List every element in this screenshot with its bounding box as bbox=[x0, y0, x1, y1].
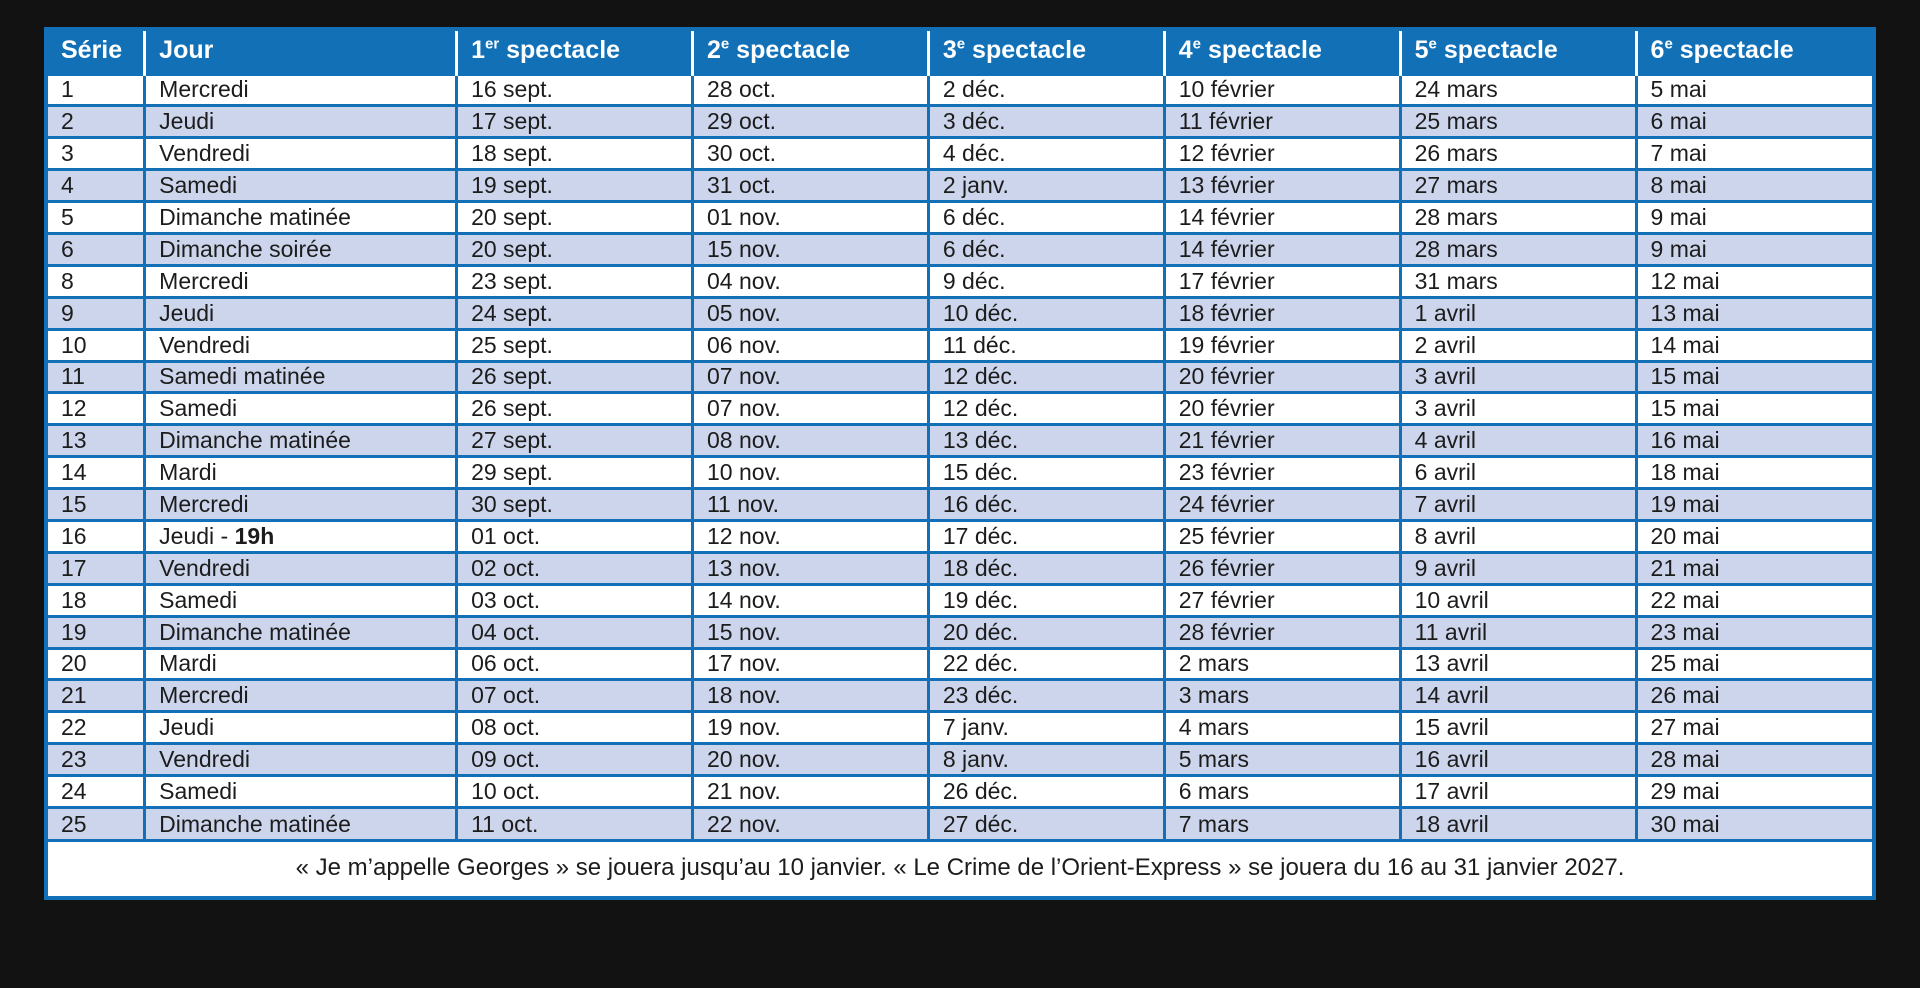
cell-spectacle-4: 23 février bbox=[1164, 457, 1400, 489]
cell-spectacle-5: 24 mars bbox=[1400, 74, 1636, 106]
cell-spectacle-6: 15 mai bbox=[1636, 361, 1872, 393]
cell-spectacle-6: 6 mai bbox=[1636, 106, 1872, 138]
table-row bbox=[48, 297, 1872, 329]
cell-serie: 25 bbox=[48, 807, 145, 839]
cell-spectacle-3: 10 déc. bbox=[928, 297, 1164, 329]
cell-jour bbox=[145, 74, 457, 106]
column-header-6 bbox=[1164, 31, 1400, 74]
cell-serie: 12 bbox=[48, 393, 145, 425]
cell-jour bbox=[145, 712, 457, 744]
column-header-1 bbox=[48, 31, 145, 74]
cell-spectacle-2: 04 nov. bbox=[692, 265, 928, 297]
column-header-superscript: er bbox=[484, 35, 500, 53]
cell-jour-text: Vendredi bbox=[159, 554, 250, 581]
cell-spectacle-6: 22 mai bbox=[1636, 584, 1872, 616]
cell-spectacle-2: 31 oct. bbox=[692, 170, 928, 202]
column-header-superscript: e bbox=[1428, 35, 1437, 53]
cell-spectacle-6: 8 mai bbox=[1636, 170, 1872, 202]
cell-spectacle-1: 02 oct. bbox=[457, 552, 693, 584]
cell-serie: 8 bbox=[48, 265, 145, 297]
table-row bbox=[48, 776, 1872, 808]
cell-spectacle-3: 8 janv. bbox=[928, 744, 1164, 776]
cell-spectacle-2: 06 nov. bbox=[692, 329, 928, 361]
cell-spectacle-5: 28 mars bbox=[1400, 202, 1636, 234]
cell-spectacle-6: 26 mai bbox=[1636, 680, 1872, 712]
cell-spectacle-2: 18 nov. bbox=[692, 680, 928, 712]
cell-spectacle-1: 06 oct. bbox=[457, 648, 693, 680]
cell-spectacle-4: 20 février bbox=[1164, 361, 1400, 393]
column-header-3 bbox=[457, 31, 693, 74]
cell-spectacle-1: 27 sept. bbox=[457, 425, 693, 457]
footer-note: « Je m’appelle Georges » se jouera jusqu’au 10 janvier. « Le Crime de l’Orient-Express » se jouera du 16 au 31 janvier 2027. bbox=[48, 839, 1872, 896]
cell-serie: 11 bbox=[48, 361, 145, 393]
cell-spectacle-2: 10 nov. bbox=[692, 457, 928, 489]
column-header-2 bbox=[145, 31, 457, 74]
column-header-label: spectacle bbox=[499, 36, 621, 65]
cell-jour-text: Samedi bbox=[159, 778, 238, 805]
cell-spectacle-1: 24 sept. bbox=[457, 297, 693, 329]
cell-spectacle-2: 11 nov. bbox=[692, 489, 928, 521]
cell-spectacle-3: 19 déc. bbox=[928, 584, 1164, 616]
cell-jour-text: Dimanche matinée bbox=[159, 810, 351, 837]
cell-spectacle-2: 17 nov. bbox=[692, 648, 928, 680]
cell-spectacle-2: 12 nov. bbox=[692, 520, 928, 552]
cell-jour-text: Jeudi bbox=[159, 108, 215, 135]
table-row bbox=[48, 584, 1872, 616]
cell-jour bbox=[145, 776, 457, 808]
cell-spectacle-6: 28 mai bbox=[1636, 744, 1872, 776]
cell-spectacle-1: 07 oct. bbox=[457, 680, 693, 712]
column-header-superscript: e bbox=[1192, 35, 1201, 53]
cell-spectacle-1: 18 sept. bbox=[457, 138, 693, 170]
cell-jour-text: Jeudi - bbox=[159, 522, 235, 549]
cell-serie: 5 bbox=[48, 202, 145, 234]
cell-spectacle-4: 27 février bbox=[1164, 584, 1400, 616]
cell-spectacle-4: 4 mars bbox=[1164, 712, 1400, 744]
cell-jour-text: Mercredi bbox=[159, 682, 249, 709]
cell-spectacle-4: 14 février bbox=[1164, 202, 1400, 234]
cell-jour bbox=[145, 329, 457, 361]
cell-spectacle-4: 2 mars bbox=[1164, 648, 1400, 680]
cell-spectacle-6: 30 mai bbox=[1636, 807, 1872, 839]
cell-spectacle-3: 9 déc. bbox=[928, 265, 1164, 297]
table-row bbox=[48, 393, 1872, 425]
cell-spectacle-5: 8 avril bbox=[1400, 520, 1636, 552]
column-header-number: 6 bbox=[1650, 36, 1665, 65]
cell-spectacle-4: 28 février bbox=[1164, 616, 1400, 648]
cell-spectacle-2: 21 nov. bbox=[692, 776, 928, 808]
cell-serie: 2 bbox=[48, 106, 145, 138]
cell-spectacle-4: 6 mars bbox=[1164, 776, 1400, 808]
table-row bbox=[48, 520, 1872, 552]
cell-spectacle-6: 16 mai bbox=[1636, 425, 1872, 457]
cell-spectacle-4: 25 février bbox=[1164, 520, 1400, 552]
cell-spectacle-3: 17 déc. bbox=[928, 520, 1164, 552]
table-row bbox=[48, 712, 1872, 744]
cell-jour-text: Samedi bbox=[159, 395, 238, 422]
cell-spectacle-1: 01 oct. bbox=[457, 520, 693, 552]
cell-spectacle-5: 2 avril bbox=[1400, 329, 1636, 361]
cell-spectacle-1: 23 sept. bbox=[457, 265, 693, 297]
table-row bbox=[48, 648, 1872, 680]
column-header-superscript: e bbox=[956, 35, 966, 53]
cell-serie: 14 bbox=[48, 457, 145, 489]
cell-serie: 15 bbox=[48, 489, 145, 521]
cell-spectacle-6: 29 mai bbox=[1636, 776, 1872, 808]
cell-jour bbox=[145, 680, 457, 712]
cell-spectacle-3: 12 déc. bbox=[928, 393, 1164, 425]
cell-jour-text: Vendredi bbox=[159, 746, 250, 773]
cell-spectacle-2: 07 nov. bbox=[692, 393, 928, 425]
table-row bbox=[48, 807, 1872, 839]
table-row bbox=[48, 329, 1872, 361]
table-row bbox=[48, 170, 1872, 202]
cell-spectacle-1: 29 sept. bbox=[457, 457, 693, 489]
cell-spectacle-4: 10 février bbox=[1164, 74, 1400, 106]
cell-jour bbox=[145, 584, 457, 616]
cell-spectacle-3: 18 déc. bbox=[928, 552, 1164, 584]
cell-spectacle-1: 20 sept. bbox=[457, 233, 693, 265]
column-header-8 bbox=[1636, 31, 1872, 74]
column-header-5 bbox=[928, 31, 1164, 74]
cell-serie: 20 bbox=[48, 648, 145, 680]
table-row bbox=[48, 744, 1872, 776]
cell-spectacle-3: 20 déc. bbox=[928, 616, 1164, 648]
cell-spectacle-2: 19 nov. bbox=[692, 712, 928, 744]
cell-spectacle-1: 19 sept. bbox=[457, 170, 693, 202]
cell-spectacle-3: 4 déc. bbox=[928, 138, 1164, 170]
cell-serie: 1 bbox=[48, 74, 145, 106]
cell-spectacle-2: 22 nov. bbox=[692, 807, 928, 839]
column-header-number: 5 bbox=[1414, 36, 1429, 65]
table-row bbox=[48, 457, 1872, 489]
cell-spectacle-1: 08 oct. bbox=[457, 712, 693, 744]
table-row bbox=[48, 202, 1872, 234]
cell-spectacle-5: 14 avril bbox=[1400, 680, 1636, 712]
table-row bbox=[48, 233, 1872, 265]
cell-spectacle-1: 26 sept. bbox=[457, 361, 693, 393]
cell-spectacle-5: 3 avril bbox=[1400, 393, 1636, 425]
cell-spectacle-3: 2 janv. bbox=[928, 170, 1164, 202]
cell-spectacle-1: 16 sept. bbox=[457, 74, 693, 106]
cell-spectacle-4: 17 février bbox=[1164, 265, 1400, 297]
cell-spectacle-6: 14 mai bbox=[1636, 329, 1872, 361]
cell-spectacle-3: 23 déc. bbox=[928, 680, 1164, 712]
cell-spectacle-1: 20 sept. bbox=[457, 202, 693, 234]
cell-jour bbox=[145, 170, 457, 202]
cell-jour-text: Dimanche matinée bbox=[159, 427, 351, 454]
cell-serie: 4 bbox=[48, 170, 145, 202]
column-header-number: 3 bbox=[942, 36, 957, 65]
cell-jour-text: Vendredi bbox=[159, 140, 250, 167]
cell-spectacle-5: 28 mars bbox=[1400, 233, 1636, 265]
cell-spectacle-6: 9 mai bbox=[1636, 202, 1872, 234]
cell-spectacle-6: 23 mai bbox=[1636, 616, 1872, 648]
cell-spectacle-6: 7 mai bbox=[1636, 138, 1872, 170]
column-header-4 bbox=[692, 31, 928, 74]
table-row bbox=[48, 138, 1872, 170]
cell-serie: 18 bbox=[48, 584, 145, 616]
column-header-label: spectacle bbox=[1201, 36, 1322, 65]
cell-spectacle-4: 5 mars bbox=[1164, 744, 1400, 776]
cell-spectacle-3: 3 déc. bbox=[928, 106, 1164, 138]
cell-spectacle-5: 26 mars bbox=[1400, 138, 1636, 170]
cell-jour bbox=[145, 265, 457, 297]
cell-spectacle-2: 20 nov. bbox=[692, 744, 928, 776]
cell-spectacle-5: 15 avril bbox=[1400, 712, 1636, 744]
cell-spectacle-1: 09 oct. bbox=[457, 744, 693, 776]
cell-spectacle-6: 9 mai bbox=[1636, 233, 1872, 265]
cell-spectacle-6: 12 mai bbox=[1636, 265, 1872, 297]
cell-spectacle-3: 22 déc. bbox=[928, 648, 1164, 680]
cell-spectacle-5: 31 mars bbox=[1400, 265, 1636, 297]
cell-spectacle-2: 15 nov. bbox=[692, 616, 928, 648]
cell-spectacle-4: 14 février bbox=[1164, 233, 1400, 265]
cell-jour bbox=[145, 552, 457, 584]
cell-jour-text: Dimanche matinée bbox=[159, 618, 351, 645]
cell-spectacle-1: 30 sept. bbox=[457, 489, 693, 521]
cell-serie: 22 bbox=[48, 712, 145, 744]
cell-spectacle-3: 12 déc. bbox=[928, 361, 1164, 393]
cell-jour-text: Samedi matinée bbox=[159, 363, 326, 390]
column-header-label: spectacle bbox=[965, 36, 1087, 65]
cell-serie: 3 bbox=[48, 138, 145, 170]
cell-jour bbox=[145, 457, 457, 489]
cell-spectacle-3: 2 déc. bbox=[928, 74, 1164, 106]
cell-spectacle-2: 14 nov. bbox=[692, 584, 928, 616]
schedule-table bbox=[48, 31, 1872, 839]
cell-spectacle-5: 7 avril bbox=[1400, 489, 1636, 521]
cell-jour bbox=[145, 297, 457, 329]
cell-jour-bold-time: 19h bbox=[234, 522, 275, 549]
table-row bbox=[48, 552, 1872, 584]
cell-spectacle-5: 10 avril bbox=[1400, 584, 1636, 616]
cell-jour-text: Mardi bbox=[159, 650, 217, 677]
column-header-label: spectacle bbox=[1436, 36, 1558, 65]
cell-spectacle-5: 17 avril bbox=[1400, 776, 1636, 808]
cell-spectacle-3: 6 déc. bbox=[928, 233, 1164, 265]
table-row bbox=[48, 489, 1872, 521]
cell-jour-text: Samedi bbox=[159, 586, 238, 613]
cell-spectacle-5: 18 avril bbox=[1400, 807, 1636, 839]
cell-serie: 21 bbox=[48, 680, 145, 712]
table-row bbox=[48, 74, 1872, 106]
cell-spectacle-4: 18 février bbox=[1164, 297, 1400, 329]
cell-spectacle-3: 11 déc. bbox=[928, 329, 1164, 361]
column-header-superscript: e bbox=[720, 35, 730, 53]
cell-spectacle-2: 08 nov. bbox=[692, 425, 928, 457]
cell-serie: 16 bbox=[48, 520, 145, 552]
cell-spectacle-3: 26 déc. bbox=[928, 776, 1164, 808]
cell-spectacle-5: 9 avril bbox=[1400, 552, 1636, 584]
cell-jour-text: Mercredi bbox=[159, 76, 249, 103]
cell-jour bbox=[145, 489, 457, 521]
cell-spectacle-2: 29 oct. bbox=[692, 106, 928, 138]
cell-spectacle-5: 11 avril bbox=[1400, 616, 1636, 648]
cell-spectacle-6: 21 mai bbox=[1636, 552, 1872, 584]
cell-jour bbox=[145, 807, 457, 839]
cell-jour bbox=[145, 202, 457, 234]
cell-spectacle-4: 12 février bbox=[1164, 138, 1400, 170]
cell-jour-text: Dimanche matinée bbox=[159, 204, 351, 230]
cell-spectacle-6: 19 mai bbox=[1636, 489, 1872, 521]
cell-spectacle-6: 15 mai bbox=[1636, 393, 1872, 425]
column-header-number: 1 bbox=[471, 36, 485, 65]
cell-spectacle-4: 3 mars bbox=[1164, 680, 1400, 712]
cell-spectacle-5: 4 avril bbox=[1400, 425, 1636, 457]
cell-spectacle-5: 25 mars bbox=[1400, 106, 1636, 138]
cell-spectacle-1: 11 oct. bbox=[457, 807, 693, 839]
cell-spectacle-4: 11 février bbox=[1164, 106, 1400, 138]
column-header-label: Série bbox=[61, 36, 123, 65]
cell-spectacle-3: 15 déc. bbox=[928, 457, 1164, 489]
cell-jour bbox=[145, 138, 457, 170]
cell-serie: 19 bbox=[48, 616, 145, 648]
table-row bbox=[48, 106, 1872, 138]
cell-jour bbox=[145, 648, 457, 680]
table-row bbox=[48, 616, 1872, 648]
column-header-7 bbox=[1400, 31, 1636, 74]
cell-spectacle-5: 1 avril bbox=[1400, 297, 1636, 329]
cell-jour bbox=[145, 520, 457, 552]
cell-spectacle-3: 7 janv. bbox=[928, 712, 1164, 744]
cell-spectacle-1: 03 oct. bbox=[457, 584, 693, 616]
cell-serie: 10 bbox=[48, 329, 145, 361]
cell-spectacle-2: 15 nov. bbox=[692, 233, 928, 265]
cell-spectacle-6: 27 mai bbox=[1636, 712, 1872, 744]
cell-jour bbox=[145, 393, 457, 425]
cell-spectacle-4: 21 février bbox=[1164, 425, 1400, 457]
cell-spectacle-5: 3 avril bbox=[1400, 361, 1636, 393]
cell-spectacle-6: 25 mai bbox=[1636, 648, 1872, 680]
cell-spectacle-4: 24 février bbox=[1164, 489, 1400, 521]
cell-spectacle-2: 07 nov. bbox=[692, 361, 928, 393]
cell-spectacle-1: 17 sept. bbox=[457, 106, 693, 138]
table-row bbox=[48, 361, 1872, 393]
cell-jour-text: Mercredi bbox=[159, 491, 249, 518]
cell-spectacle-5: 13 avril bbox=[1400, 648, 1636, 680]
cell-jour bbox=[145, 744, 457, 776]
cell-spectacle-1: 04 oct. bbox=[457, 616, 693, 648]
cell-spectacle-5: 16 avril bbox=[1400, 744, 1636, 776]
cell-serie: 6 bbox=[48, 233, 145, 265]
column-header-label: spectacle bbox=[729, 36, 851, 65]
cell-jour-text: Mercredi bbox=[159, 267, 249, 294]
cell-spectacle-4: 26 février bbox=[1164, 552, 1400, 584]
cell-spectacle-4: 19 février bbox=[1164, 329, 1400, 361]
cell-spectacle-1: 26 sept. bbox=[457, 393, 693, 425]
cell-jour-text: Vendredi bbox=[159, 331, 250, 358]
cell-spectacle-3: 27 déc. bbox=[928, 807, 1164, 839]
column-header-number: 2 bbox=[706, 36, 721, 65]
cell-jour-text: Mardi bbox=[159, 459, 217, 486]
cell-spectacle-2: 01 nov. bbox=[692, 202, 928, 234]
cell-spectacle-6: 18 mai bbox=[1636, 457, 1872, 489]
table-row bbox=[48, 680, 1872, 712]
schedule-table-wrap bbox=[44, 27, 1876, 900]
table-row bbox=[48, 265, 1872, 297]
column-header-label: Jour bbox=[159, 36, 214, 65]
cell-spectacle-2: 05 nov. bbox=[692, 297, 928, 329]
cell-serie: 17 bbox=[48, 552, 145, 584]
cell-spectacle-2: 28 oct. bbox=[692, 74, 928, 106]
column-header-label: spectacle bbox=[1672, 36, 1794, 65]
cell-spectacle-3: 13 déc. bbox=[928, 425, 1164, 457]
cell-spectacle-3: 16 déc. bbox=[928, 489, 1164, 521]
cell-spectacle-4: 13 février bbox=[1164, 170, 1400, 202]
column-header-number: 4 bbox=[1178, 36, 1193, 65]
cell-spectacle-3: 6 déc. bbox=[928, 202, 1164, 234]
cell-jour-text: Jeudi bbox=[159, 299, 215, 326]
cell-serie: 24 bbox=[48, 776, 145, 808]
cell-jour bbox=[145, 233, 457, 265]
cell-serie: 13 bbox=[48, 425, 145, 457]
table-row bbox=[48, 425, 1872, 457]
cell-spectacle-6: 20 mai bbox=[1636, 520, 1872, 552]
cell-spectacle-2: 30 oct. bbox=[692, 138, 928, 170]
cell-jour bbox=[145, 361, 457, 393]
header-row bbox=[48, 31, 1872, 74]
cell-spectacle-1: 10 oct. bbox=[457, 776, 693, 808]
cell-jour-text: Samedi bbox=[159, 172, 238, 199]
cell-spectacle-5: 27 mars bbox=[1400, 170, 1636, 202]
cell-serie: 23 bbox=[48, 744, 145, 776]
cell-spectacle-4: 20 février bbox=[1164, 393, 1400, 425]
cell-jour bbox=[145, 425, 457, 457]
cell-serie: 9 bbox=[48, 297, 145, 329]
cell-spectacle-4: 7 mars bbox=[1164, 807, 1400, 839]
cell-spectacle-5: 6 avril bbox=[1400, 457, 1636, 489]
cell-jour bbox=[145, 616, 457, 648]
cell-jour-text: Jeudi bbox=[159, 714, 215, 741]
cell-jour bbox=[145, 106, 457, 138]
column-header-superscript: e bbox=[1664, 35, 1673, 53]
cell-spectacle-6: 5 mai bbox=[1636, 74, 1872, 106]
cell-spectacle-6: 13 mai bbox=[1636, 297, 1872, 329]
cell-jour-text: Dimanche soirée bbox=[159, 235, 332, 262]
cell-spectacle-1: 25 sept. bbox=[457, 329, 693, 361]
cell-spectacle-2: 13 nov. bbox=[692, 552, 928, 584]
